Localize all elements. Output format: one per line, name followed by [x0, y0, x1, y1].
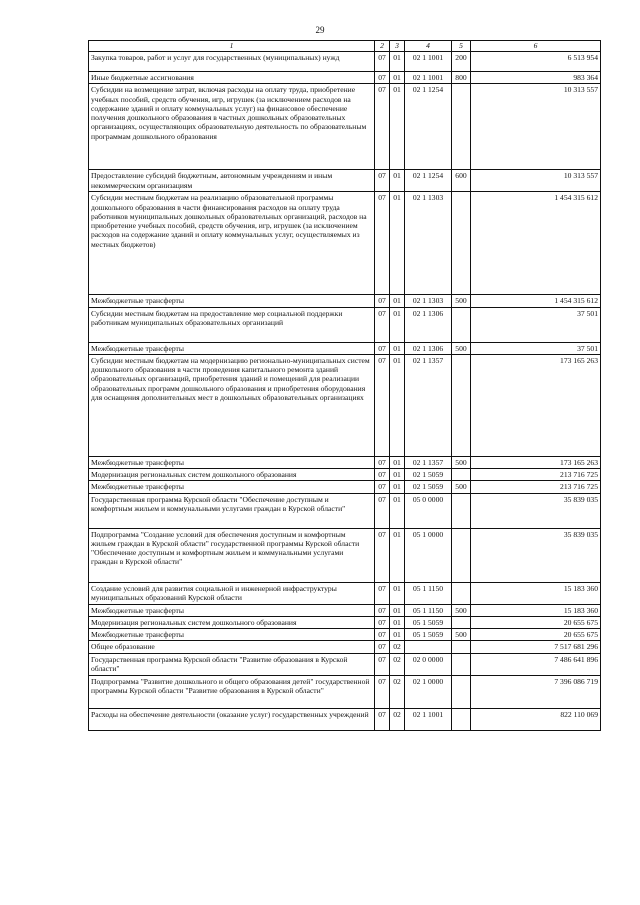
cell-rz: 07 — [375, 354, 390, 456]
cell-rz: 07 — [375, 192, 390, 295]
cell-csr: 02 1 1001 — [405, 708, 452, 730]
header-cell: 3 — [390, 41, 405, 52]
cell-rz: 07 — [375, 456, 390, 468]
cell-csr: 02 1 1001 — [405, 52, 452, 72]
cell-vr: 600 — [452, 170, 471, 192]
table-row — [89, 192, 601, 295]
cell-csr: 02 1 5059 — [405, 469, 452, 481]
cell-rz: 07 — [375, 641, 390, 653]
cell-rz: 07 — [375, 604, 390, 616]
cell-vr: 500 — [452, 481, 471, 493]
cell-rz: 07 — [375, 653, 390, 675]
cell-name: Межбюджетные трансферты — [89, 456, 375, 468]
table-row — [89, 307, 601, 342]
cell-amount: 213 716 725 — [471, 469, 601, 481]
table-header-row — [89, 41, 601, 52]
cell-rz: 07 — [375, 72, 390, 84]
cell-name: Межбюджетные трансферты — [89, 629, 375, 641]
cell-vr — [452, 307, 471, 342]
cell-amount: 1 454 315 612 — [471, 192, 601, 295]
cell-csr: 02 1 0000 — [405, 675, 452, 708]
cell-amount: 213 716 725 — [471, 481, 601, 493]
table-row — [89, 616, 601, 628]
table-row — [89, 582, 601, 604]
cell-pr: 01 — [390, 493, 405, 528]
cell-amount: 10 313 557 — [471, 84, 601, 170]
cell-rz: 07 — [375, 307, 390, 342]
cell-rz: 07 — [375, 675, 390, 708]
cell-amount: 7 517 681 296 — [471, 641, 601, 653]
cell-rz: 07 — [375, 295, 390, 307]
cell-csr: 02 1 1306 — [405, 307, 452, 342]
cell-name: Расходы на обеспечение деятельности (оказание услуг) государственных учреждений — [89, 708, 375, 730]
table-row — [89, 456, 601, 468]
cell-rz: 07 — [375, 84, 390, 170]
cell-name: Субсидии на возмещение затрат, включая расходы на оплату труда, приобретение учебных пособий, средств обучения, игр, игрушек (за исключением расходов на содержание зданий и оплату коммунальных услуг) на финансовое обеспечение получения дошкольного образования в частных дошкольных образовательных организациях, осуществляющих образовательную деятельность по образовательным программам дошкольного образования — [89, 84, 375, 170]
cell-amount: 20 655 675 — [471, 629, 601, 641]
header-cell: 5 — [452, 41, 471, 52]
cell-rz: 07 — [375, 469, 390, 481]
cell-vr: 500 — [452, 456, 471, 468]
cell-amount: 983 364 — [471, 72, 601, 84]
cell-vr: 800 — [452, 72, 471, 84]
cell-vr — [452, 582, 471, 604]
cell-rz: 07 — [375, 170, 390, 192]
cell-pr: 01 — [390, 342, 405, 354]
cell-csr: 02 1 1303 — [405, 295, 452, 307]
cell-amount: 10 313 557 — [471, 170, 601, 192]
cell-rz: 07 — [375, 528, 390, 582]
cell-csr: 05 1 0000 — [405, 528, 452, 582]
cell-amount: 173 165 263 — [471, 354, 601, 456]
header-cell: 2 — [375, 41, 390, 52]
cell-pr: 02 — [390, 641, 405, 653]
cell-name: Иные бюджетные ассигнования — [89, 72, 375, 84]
cell-vr — [452, 469, 471, 481]
cell-csr: 05 0 0000 — [405, 493, 452, 528]
table-row — [89, 675, 601, 708]
cell-amount: 35 839 035 — [471, 493, 601, 528]
cell-vr — [452, 528, 471, 582]
table-body — [89, 52, 601, 731]
cell-csr: 05 1 5059 — [405, 629, 452, 641]
cell-vr — [452, 641, 471, 653]
cell-vr — [452, 616, 471, 628]
cell-pr: 01 — [390, 295, 405, 307]
table-row — [89, 653, 601, 675]
cell-vr: 500 — [452, 629, 471, 641]
table-row — [89, 604, 601, 616]
header-cell: 6 — [471, 41, 601, 52]
cell-name: Подпрограмма "Развитие дошкольного и общего образования детей" государственной программы Курской области "Развитие образования в Курской области" — [89, 675, 375, 708]
cell-name: Субсидии местным бюджетам на модернизацию регионально-муниципальных систем дошкольного образования в части проведения капитального ремонта зданий образовательных организаций, приобретения зданий и помещений для реализации образовательных программ дошкольного образования и приобретения оборудования для оснащения дополнительных мест в дошкольных образовательных организациях — [89, 354, 375, 456]
cell-amount: 20 655 675 — [471, 616, 601, 628]
table-row — [89, 528, 601, 582]
cell-pr: 01 — [390, 629, 405, 641]
table-row — [89, 641, 601, 653]
cell-vr — [452, 675, 471, 708]
table-row — [89, 354, 601, 456]
cell-amount: 37 501 — [471, 307, 601, 342]
cell-pr: 01 — [390, 192, 405, 295]
cell-csr: 02 1 5059 — [405, 481, 452, 493]
cell-name: Межбюджетные трансферты — [89, 342, 375, 354]
cell-name: Модернизация региональных систем дошкольного образования — [89, 616, 375, 628]
cell-vr: 500 — [452, 604, 471, 616]
cell-pr: 02 — [390, 708, 405, 730]
cell-rz: 07 — [375, 481, 390, 493]
cell-pr: 02 — [390, 653, 405, 675]
cell-vr — [452, 653, 471, 675]
cell-vr — [452, 493, 471, 528]
table-row — [89, 170, 601, 192]
cell-name: Межбюджетные трансферты — [89, 604, 375, 616]
cell-csr: 02 1 1001 — [405, 72, 452, 84]
cell-pr: 01 — [390, 528, 405, 582]
cell-csr: 02 1 1357 — [405, 354, 452, 456]
cell-pr: 01 — [390, 469, 405, 481]
cell-rz: 07 — [375, 582, 390, 604]
cell-name: Государственная программа Курской области "Развитие образования в Курской области" — [89, 653, 375, 675]
cell-amount: 1 454 315 612 — [471, 295, 601, 307]
cell-amount: 35 839 035 — [471, 528, 601, 582]
cell-pr: 02 — [390, 675, 405, 708]
cell-vr — [452, 192, 471, 295]
cell-name: Государственная программа Курской области "Обеспечение доступным и комфортным жильем и коммунальными услугами граждан в Курской области" — [89, 493, 375, 528]
table-row — [89, 708, 601, 730]
cell-name: Закупка товаров, работ и услуг для государственных (муниципальных) нужд — [89, 52, 375, 72]
cell-amount: 37 501 — [471, 342, 601, 354]
page-number: 29 — [315, 25, 325, 35]
cell-name: Субсидии местным бюджетам на предоставление мер социальной поддержки работникам муниципальных образовательных организаций — [89, 307, 375, 342]
cell-vr — [452, 84, 471, 170]
cell-amount: 7 396 086 719 — [471, 675, 601, 708]
budget-table — [88, 40, 601, 731]
cell-csr: 02 1 1306 — [405, 342, 452, 354]
cell-csr: 02 1 1357 — [405, 456, 452, 468]
cell-pr: 01 — [390, 616, 405, 628]
cell-csr: 02 1 1254 — [405, 84, 452, 170]
cell-rz: 07 — [375, 708, 390, 730]
cell-csr — [405, 641, 452, 653]
cell-name: Модернизация региональных систем дошкольного образования — [89, 469, 375, 481]
table-row — [89, 629, 601, 641]
cell-name: Предоставление субсидий бюджетным, автономным учреждениям и иным некоммерческим организациям — [89, 170, 375, 192]
cell-amount: 6 513 954 — [471, 52, 601, 72]
table-row — [89, 481, 601, 493]
cell-amount: 822 110 069 — [471, 708, 601, 730]
table-row — [89, 493, 601, 528]
cell-pr: 01 — [390, 170, 405, 192]
cell-rz: 07 — [375, 493, 390, 528]
cell-pr: 01 — [390, 354, 405, 456]
cell-pr: 01 — [390, 84, 405, 170]
table-row — [89, 295, 601, 307]
cell-name: Подпрограмма "Создание условий для обеспечения доступным и комфортным жильем граждан в Курской области" государственной программы Курской области "Обеспечение доступным и комфортным жильем и коммунальными услугами граждан в Курской области" — [89, 528, 375, 582]
cell-vr: 500 — [452, 295, 471, 307]
cell-pr: 01 — [390, 307, 405, 342]
cell-rz: 07 — [375, 52, 390, 72]
table-row — [89, 342, 601, 354]
table-row — [89, 72, 601, 84]
cell-pr: 01 — [390, 582, 405, 604]
cell-pr: 01 — [390, 456, 405, 468]
cell-pr: 01 — [390, 481, 405, 493]
table-row — [89, 469, 601, 481]
cell-amount: 173 165 263 — [471, 456, 601, 468]
cell-csr: 02 1 1303 — [405, 192, 452, 295]
cell-rz: 07 — [375, 342, 390, 354]
cell-vr: 200 — [452, 52, 471, 72]
table-row — [89, 84, 601, 170]
cell-vr — [452, 354, 471, 456]
header-cell: 4 — [405, 41, 452, 52]
cell-name: Межбюджетные трансферты — [89, 295, 375, 307]
cell-vr — [452, 708, 471, 730]
table-row — [89, 52, 601, 72]
cell-amount: 15 183 360 — [471, 582, 601, 604]
cell-name: Общее образование — [89, 641, 375, 653]
cell-name: Межбюджетные трансферты — [89, 481, 375, 493]
cell-rz: 07 — [375, 629, 390, 641]
cell-vr: 500 — [452, 342, 471, 354]
cell-csr: 02 1 1254 — [405, 170, 452, 192]
header-cell: 1 — [89, 41, 375, 52]
cell-csr: 05 1 5059 — [405, 616, 452, 628]
cell-csr: 02 0 0000 — [405, 653, 452, 675]
cell-csr: 05 1 1150 — [405, 604, 452, 616]
cell-pr: 01 — [390, 52, 405, 72]
cell-name: Создание условий для развития социальной и инженерной инфраструктуры муниципальных образований Курской области — [89, 582, 375, 604]
cell-amount: 7 486 641 896 — [471, 653, 601, 675]
cell-amount: 15 183 360 — [471, 604, 601, 616]
cell-pr: 01 — [390, 604, 405, 616]
cell-name: Субсидии местным бюджетам на реализацию образовательной программы дошкольного образования в части финансирования расходов на оплату труда работников муниципальных дошкольных образовательных организаций, расходов на приобретение учебных пособий, средств обучения, игр, игрушек (за исключением расходов на содержание зданий и оплату коммунальных услуг, осуществляемых из местных бюджетов) — [89, 192, 375, 295]
cell-pr: 01 — [390, 72, 405, 84]
cell-csr: 05 1 1150 — [405, 582, 452, 604]
cell-rz: 07 — [375, 616, 390, 628]
